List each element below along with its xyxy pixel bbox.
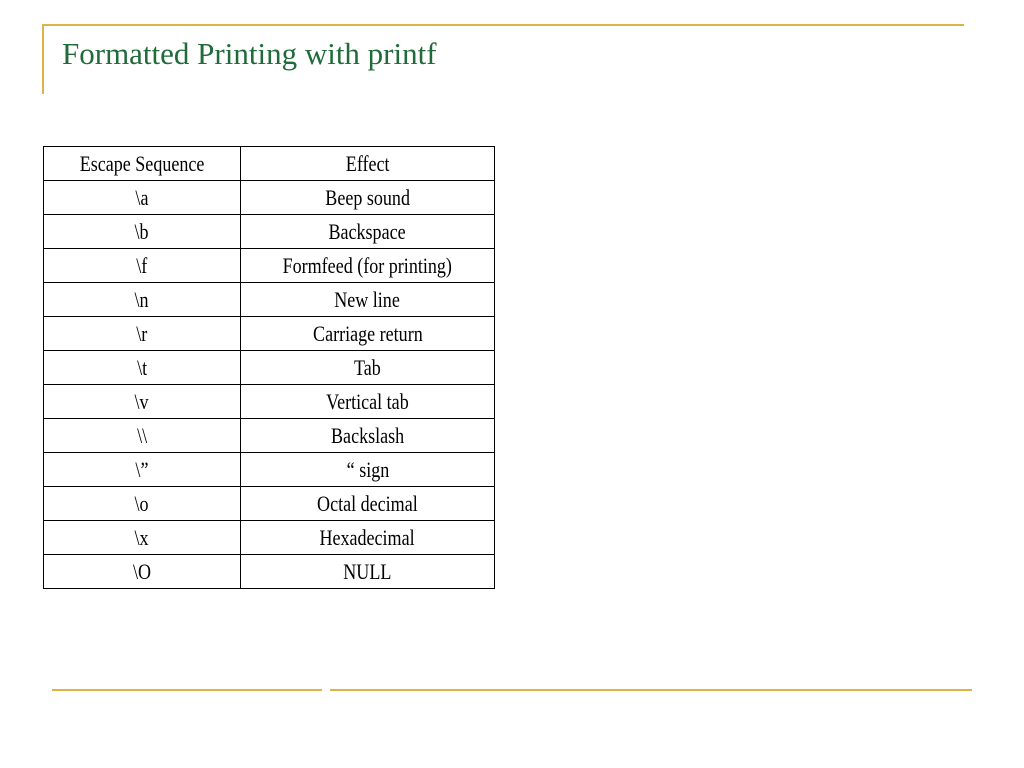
effect-cell-text: NULL (343, 558, 392, 584)
effect-cell-text: Backspace (328, 218, 407, 244)
effect-cell-text: New line (334, 286, 401, 312)
escape-sequence-cell-text: \n (134, 286, 150, 312)
escape-sequence-cell (44, 351, 241, 385)
effect-cell (241, 351, 495, 385)
escape-sequence-cell-text: \f (136, 252, 148, 278)
escape-sequence-cell (44, 249, 241, 283)
table-row (44, 555, 495, 589)
effect-cell-text: “ sign (346, 456, 389, 482)
table-header-row (44, 147, 495, 181)
escape-sequence-cell-text: \b (134, 218, 150, 244)
escape-sequence-cell-text: \o (134, 490, 150, 516)
left-decorative-rule (42, 24, 44, 94)
effect-cell (241, 419, 495, 453)
column-header-effect (241, 147, 495, 181)
escape-sequence-cell-text: \x (134, 524, 150, 550)
table-row (44, 419, 495, 453)
table-row (44, 283, 495, 317)
table-row (44, 385, 495, 419)
effect-cell (241, 283, 495, 317)
effect-cell-text: Vertical tab (326, 388, 409, 414)
effect-cell-text: Carriage return (312, 320, 423, 346)
effect-cell (241, 385, 495, 419)
bottom-decorative-rule-left (52, 689, 322, 691)
escape-sequence-cell (44, 385, 241, 419)
escape-sequence-cell (44, 283, 241, 317)
table-row (44, 181, 495, 215)
table-row (44, 215, 495, 249)
effect-cell-text: Octal decimal (317, 490, 418, 516)
column-header-label: Effect (345, 150, 390, 176)
escape-sequence-cell (44, 215, 241, 249)
column-header-label: Escape Sequence (79, 150, 205, 176)
escape-sequence-cell (44, 521, 241, 555)
escape-sequence-cell (44, 555, 241, 589)
table-row (44, 317, 495, 351)
escape-sequence-table (43, 146, 495, 589)
escape-sequence-cell (44, 453, 241, 487)
bottom-decorative-rule-right (330, 689, 972, 691)
effect-cell (241, 487, 495, 521)
effect-cell (241, 521, 495, 555)
table-row (44, 487, 495, 521)
column-header-escape-sequence (44, 147, 241, 181)
table-row (44, 351, 495, 385)
table-body (44, 181, 495, 589)
escape-sequence-cell-text: \\ (136, 422, 148, 448)
effect-cell-text: Beep sound (325, 184, 410, 210)
escape-sequence-cell (44, 487, 241, 521)
effect-cell (241, 317, 495, 351)
table-row (44, 249, 495, 283)
escape-sequence-cell-text: \v (134, 388, 150, 414)
effect-cell (241, 555, 495, 589)
escape-sequence-cell-text: \” (135, 456, 149, 482)
effect-cell-text: Formfeed (for printing) (282, 252, 453, 278)
effect-cell (241, 453, 495, 487)
effect-cell-text: Tab (354, 354, 381, 380)
effect-cell (241, 249, 495, 283)
escape-sequence-cell-text: \t (136, 354, 148, 380)
effect-cell-text: Hexadecimal (319, 524, 416, 550)
escape-sequence-cell (44, 419, 241, 453)
effect-cell (241, 215, 495, 249)
escape-sequence-cell-text: \r (136, 320, 148, 346)
escape-sequence-cell-text: \O (132, 558, 152, 584)
escape-sequence-cell (44, 317, 241, 351)
table-row (44, 453, 495, 487)
escape-sequence-cell (44, 181, 241, 215)
escape-sequence-cell-text: \a (135, 184, 149, 210)
effect-cell (241, 181, 495, 215)
table-row (44, 521, 495, 555)
effect-cell-text: Backslash (330, 422, 405, 448)
top-decorative-rule (42, 24, 964, 26)
slide-title: Formatted Printing with printf (62, 36, 437, 71)
